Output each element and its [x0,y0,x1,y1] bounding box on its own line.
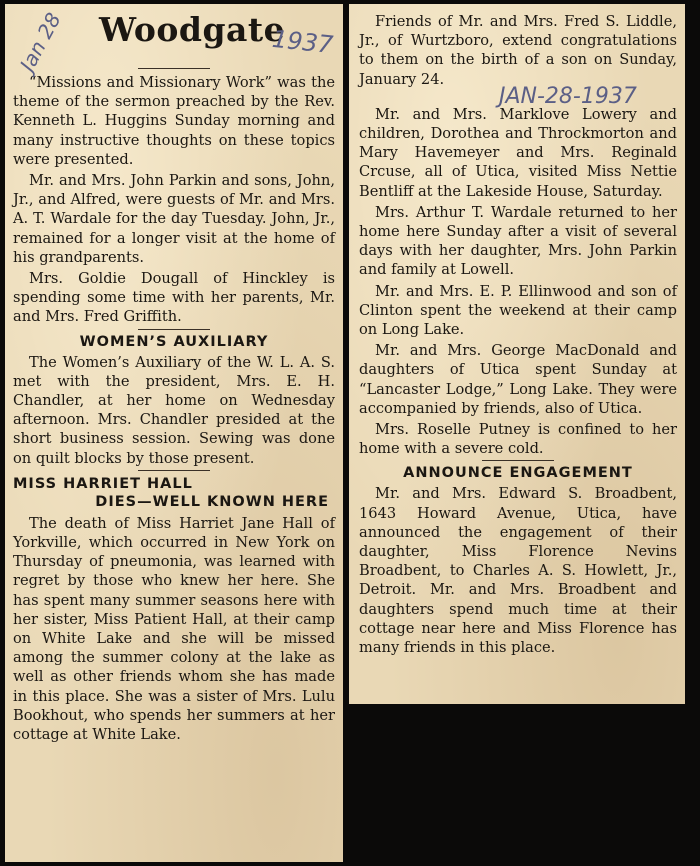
paragraph: Mrs. Goldie Dougall of Hinckley is spending some time with her parents, Mr. and Mrs. Fred Griffith. [13,270,335,326]
obituary-heading-line-2: DIES—WELL KNOWN HERE [95,493,329,510]
divider [138,329,210,330]
handwritten-year: 1937 [270,24,335,60]
auxiliary-paragraph: The Women’s Auxiliary of the W. L. A. S. met with the president, Mrs. E. H. Chandler, at her home on Wednesday afternoon. Mrs. Chandler presided at the short business session. Sewing was done on quilt blocks by those present. [13,353,335,467]
article-title: Woodgate [99,10,286,49]
divider [482,460,554,461]
paragraph: Mr. and Mrs. E. P. Ellinwood and son of Clinton spent the weekend at their camp on Long Lake. [359,282,677,339]
divider [138,68,210,69]
masthead [13,8,335,76]
paragraph: Mrs. Arthur T. Wardale returned to her home here Sunday after a visit of several days with her daughter, Mrs. John Parkin and family at Lowell. [359,203,677,279]
handwritten-date: Jan 28 [15,8,66,76]
handwritten-date: JAN-28-1937 [499,84,637,109]
auxiliary-heading: WOMEN’S AUXILIARY [79,333,269,350]
paragraph: Mr. and Mrs. Marklove Lowery and children, Dorothea and Throckmorton and Mary Havemeyer and Mrs. Reginald Crcuse, all of Utica, visited Miss Nettie Bentliff at the Lakeside House, Saturday. [359,105,677,200]
engagement-heading: ANNOUNCE ENGAGEMENT [403,465,633,482]
obituary-paragraph: The death of Miss Harriet Jane Hall of Yorkville, which occurred in New York on Thursday of pneumonia, was learned with regret by those who knew her here. She has spent many summer seasons here with her sister, Miss Patient Hall, at their camp on White Lake and she will be missed among the summer colony at the lake as well as other friends whom she has made in this place. She was a sister of Mrs. Lulu Bookhout, who spends her summers at her cottage at White Lake. [13,514,335,744]
paragraph: Mr. and Mrs. John Parkin and sons, John, Jr., and Alfred, were guests of Mr. and Mrs. A. T. Wardale for the day Tuesday. John, Jr., remained for a longer visit at the home of his grandparents. [13,172,335,266]
left-clipping [5,4,343,862]
paragraph: Mr. and Mrs. George MacDonald and daughters of Utica spent Sunday at “Lancaster Lodge,” Long Lake. They were accompanied by friends, also of Utica. [359,342,677,417]
right-clipping [349,4,685,704]
paragraph: “Missions and Missionary Work” was the theme of the sermon preached by the Rev. Kenneth L. Huggins Sunday morning and many instructive thoughts on these topics were presented. [13,74,335,168]
paragraph: Friends of Mr. and Mrs. Fred S. Liddle, Jr., of Wurtzboro, extend congratulations to them on the birth of a son on Sunday, January 24. [359,13,677,88]
divider [138,470,210,471]
paragraph: Mrs. Roselle Putney is confined to her home with a severe cold. [359,421,677,458]
obituary-heading-line-1: MISS HARRIET HALL [13,475,193,492]
engagement-paragraph: Mr. and Mrs. Edward S. Broadbent, 1643 Howard Avenue, Utica, have announced the engagement of their daughter, Miss Florence Nevins Broadbent, to Charles A. S. Howlett, Jr., Detroit. Mr. and Mrs. Broadbent and daughters spend much time at their cottage near here and Miss Florence has many friends in this place. [359,485,677,657]
obituary-heading [13,475,335,511]
